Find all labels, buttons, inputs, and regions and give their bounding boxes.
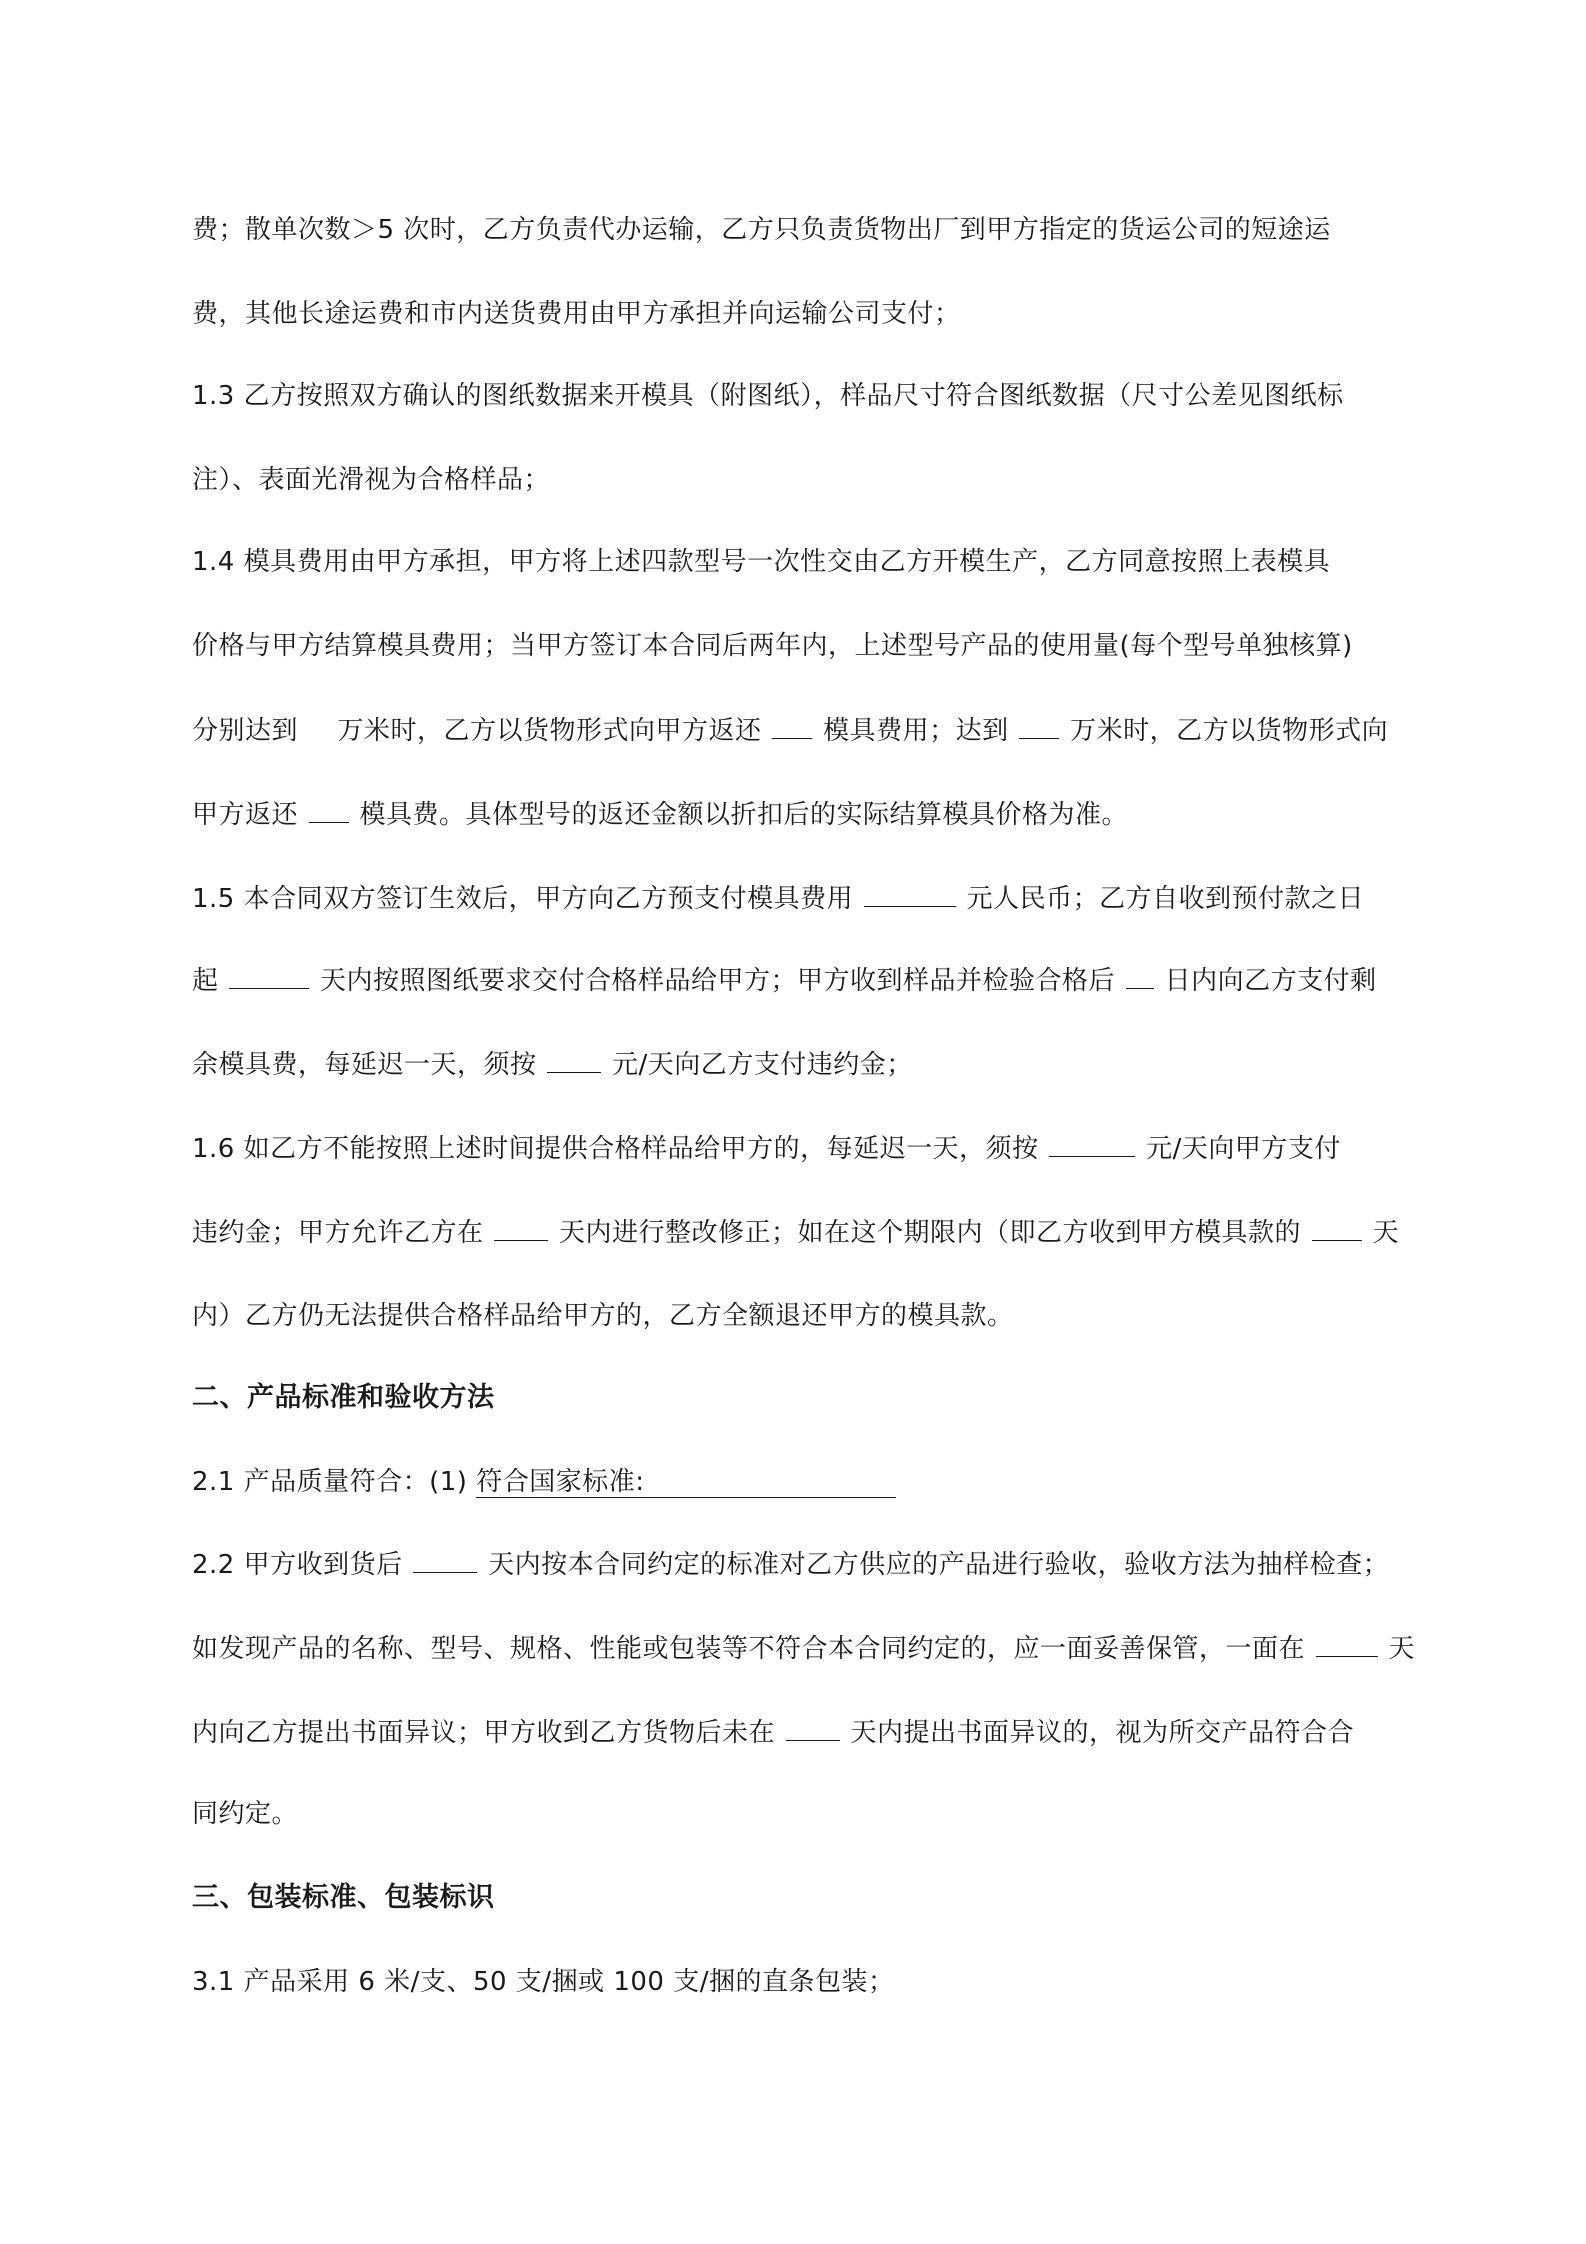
heading-text: 三、包装标准、包装标识: [192, 1882, 495, 1913]
text-segment: 模具费用；达到: [823, 716, 1009, 746]
fill-blank: [1049, 1126, 1135, 1157]
fill-blank: [309, 792, 349, 823]
text-segment: 价格与甲方结算模具费用；当甲方签订本合同后两年内，上述型号产品的使用量(每个型号单独核算): [192, 631, 1353, 661]
paragraph-line: [192, 1460, 1412, 1504]
text-segment: 1.3 乙方按照双方确认的图纸数据来开模具（附图纸），样品尺寸符合图纸数据（尺寸公差见图纸标: [192, 381, 1344, 411]
paragraph-line: [192, 1710, 1412, 1754]
paragraph-line: [192, 792, 1412, 836]
text-segment: 1.4 模具费用由甲方承担，甲方将上述四款型号一次性交由乙方开模生产，乙方同意按照上表模具: [192, 547, 1331, 577]
text-segment: 起: [192, 966, 219, 996]
fill-blank: [494, 1210, 548, 1241]
standard-field: [476, 1467, 896, 1498]
text-segment: 注）、表面光滑视为合格样品；: [192, 465, 551, 495]
text-segment: 1.5 本合同双方签订生效后，甲方向乙方预支付模具费用: [192, 884, 854, 914]
paragraph-line: [192, 1042, 1412, 1086]
paragraph-line: [192, 958, 1412, 1002]
paragraph-line: [192, 1792, 1412, 1836]
text-segment: 1.6 如乙方不能按照上述时间提供合格样品给甲方的，每延迟一天，须按: [192, 1134, 1039, 1164]
fill-blank: [1316, 1626, 1378, 1657]
text-segment: 天内按照图纸要求交付合格样品给甲方；甲方收到样品并检验合格后: [320, 966, 1116, 996]
paragraph-line: [192, 1542, 1412, 1586]
text-segment: 日内向乙方支付剩: [1164, 966, 1377, 996]
paragraph-line: [192, 540, 1412, 584]
paragraph-line: [192, 374, 1412, 418]
paragraph-line: [192, 1294, 1412, 1338]
text-segment: 元/天向甲方支付: [1146, 1134, 1341, 1164]
paragraph-line: [192, 876, 1412, 920]
text-segment: 甲方返还: [192, 800, 299, 830]
fill-blank: [413, 1542, 477, 1573]
fill-blank: [1019, 708, 1059, 739]
text-segment: 万米时，乙方以货物形式向甲方返还: [337, 716, 762, 746]
text-segment: 3.1 产品采用 6 米/支、50 支/捆或 100 支/捆的直条包装；: [192, 1967, 895, 1997]
text-segment: 天内进行整改修正；如在这个期限内（即乙方收到甲方模具款的: [559, 1218, 1302, 1248]
section-heading: [192, 1376, 1412, 1420]
paragraph-line: [192, 1126, 1412, 1170]
text-segment: 2.1 产品质量符合：(1): [192, 1467, 468, 1497]
text-segment: 元/天向乙方支付违约金；: [612, 1050, 913, 1080]
text-segment: 如发现产品的名称、型号、规格、性能或包装等不符合本合同约定的，应一面妥善保管，一面在: [192, 1634, 1306, 1664]
text-segment: 分别达到: [192, 716, 299, 746]
text-segment: 万米时，乙方以货物形式向: [1070, 716, 1389, 746]
text-segment: 模具费。具体型号的返还金额以折扣后的实际结算模具价格为准。: [359, 800, 1129, 830]
paragraph-line: [192, 208, 1412, 252]
fill-blank: [864, 876, 956, 907]
text-segment: 违约金；甲方允许乙方在: [192, 1218, 484, 1248]
paragraph-line: [192, 624, 1412, 668]
text-segment: 余模具费，每延迟一天，须按: [192, 1050, 537, 1080]
fill-blank: [547, 1042, 601, 1073]
text-segment: 费；散单次数＞5 次时，乙方负责代办运输，乙方只负责货物出厂到甲方指定的货运公司的短途运: [192, 215, 1331, 245]
fill-blank: [1126, 958, 1154, 989]
fill-blank: [786, 1710, 840, 1741]
paragraph-line: [192, 458, 1412, 502]
text-segment: 天: [1388, 1634, 1416, 1664]
text-segment: 2.2 甲方收到货后: [192, 1550, 403, 1580]
text-segment: 内）乙方仍无法提供合格样品给甲方的，乙方全额退还甲方的模具款。: [192, 1301, 1014, 1331]
fill-blank: [229, 958, 309, 989]
section-heading: [192, 1876, 1412, 1920]
text-segment: 费，其他长途运费和市内送货费用由甲方承担并向运输公司支付；: [192, 299, 961, 329]
paragraph-line: [192, 1626, 1416, 1670]
paragraph-line: [192, 1210, 1412, 1254]
paragraph-line: [192, 1960, 1412, 2004]
fill-blank: [1312, 1210, 1362, 1241]
text-segment: 元人民币；乙方自收到预付款之日: [966, 884, 1365, 914]
text-segment: 内向乙方提出书面异议；甲方收到乙方货物后未在: [192, 1718, 776, 1748]
text-segment: 符合国家标准:: [476, 1467, 645, 1497]
text-segment: 天内按本合同约定的标准对乙方供应的产品进行验收，验收方法为抽样检查；: [488, 1550, 1390, 1580]
text-segment: 同约定。: [192, 1799, 299, 1829]
paragraph-line: [192, 292, 1412, 336]
text-segment: 天: [1372, 1218, 1400, 1248]
heading-text: 二、产品标准和验收方法: [192, 1382, 495, 1413]
text-segment: 天内提出书面异议的，视为所交产品符合合: [850, 1718, 1355, 1748]
fill-blank: [772, 708, 812, 739]
paragraph-line: [192, 708, 1412, 752]
